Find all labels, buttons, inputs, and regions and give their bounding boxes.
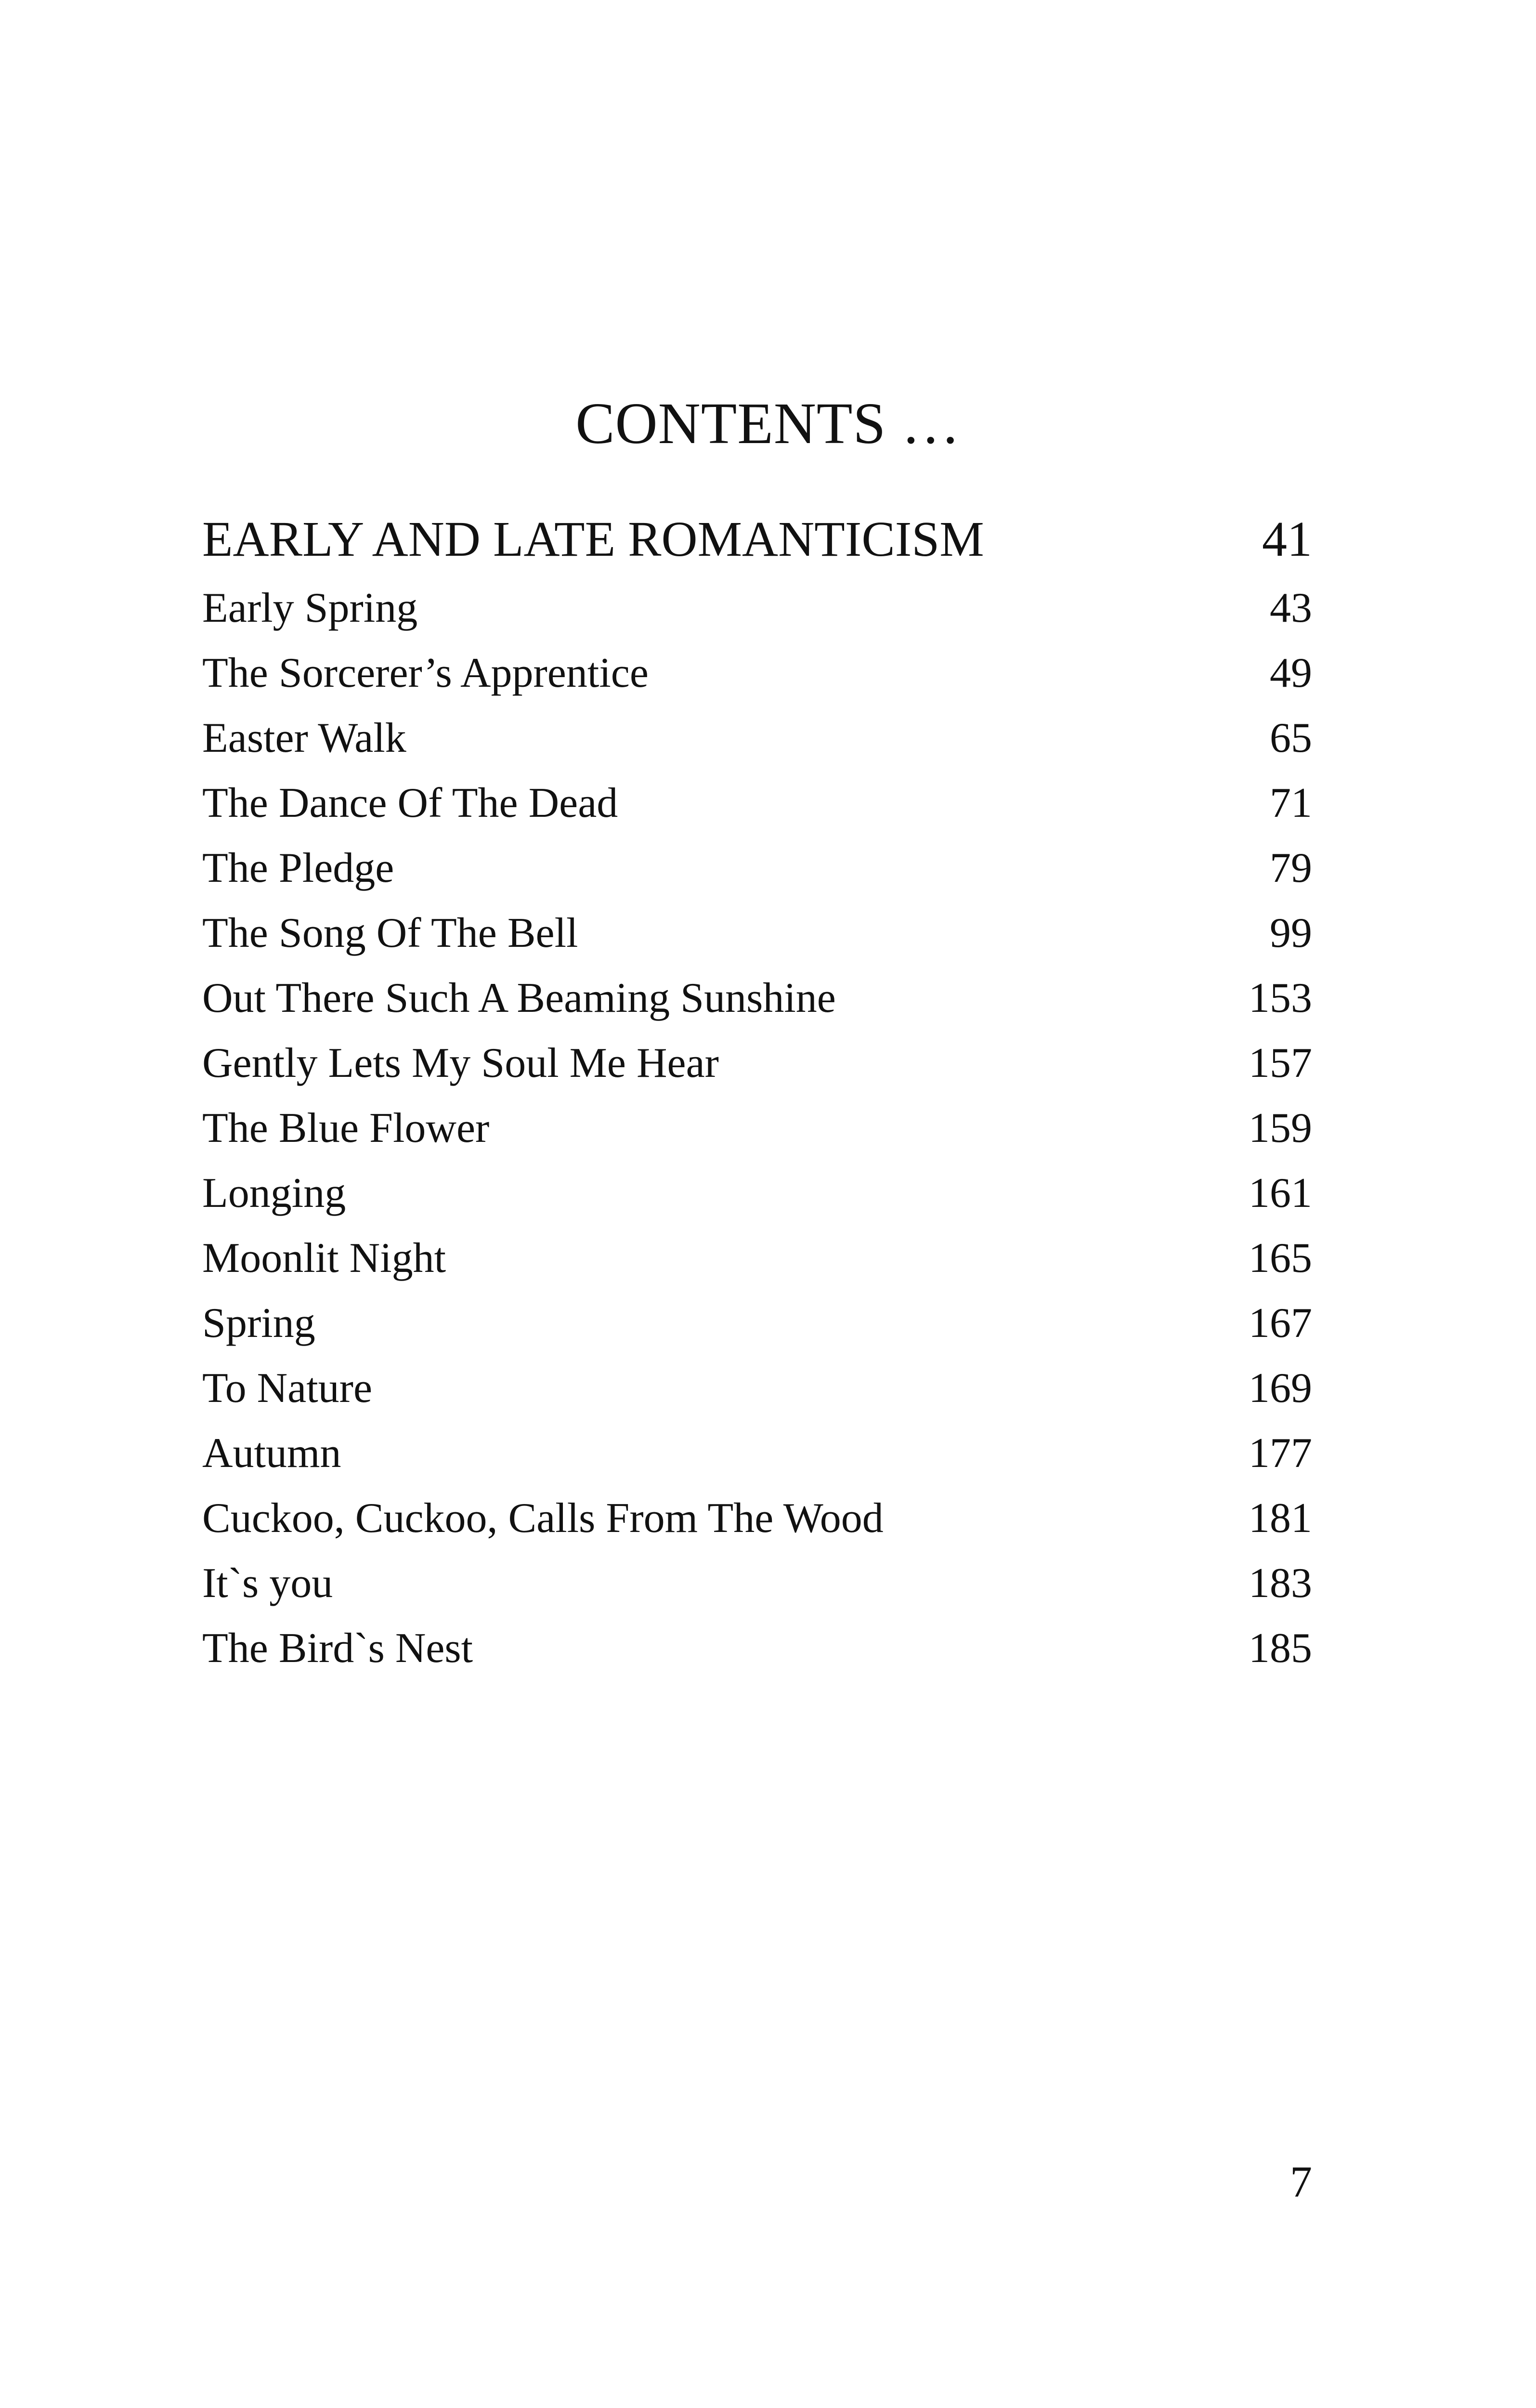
toc-entry[interactable]	[202, 1291, 1312, 1356]
toc-entry-page: 183	[1249, 1560, 1312, 1607]
toc-entry-label: Moonlit Night	[202, 1235, 446, 1282]
toc-entry-label: Spring	[202, 1300, 315, 1347]
toc-entry[interactable]	[202, 966, 1312, 1031]
toc-entry-label: It`s you	[202, 1560, 333, 1607]
toc-entry-page: 167	[1249, 1300, 1312, 1347]
toc-entry-label: Longing	[202, 1170, 346, 1217]
toc-entry-label: The Dance Of The Dead	[202, 780, 618, 826]
toc-entry[interactable]	[202, 706, 1312, 771]
page-number: 7	[1290, 2157, 1312, 2206]
toc-entry-label: The Sorcerer’s Apprentice	[202, 650, 649, 696]
toc-entry-label: The Blue Flower	[202, 1105, 490, 1152]
toc-entry[interactable]	[202, 901, 1312, 966]
toc-entry-page: 181	[1249, 1495, 1312, 1542]
toc-entry[interactable]	[202, 1031, 1312, 1096]
toc-entry-page: 99	[1270, 910, 1312, 956]
toc-entry-page: 65	[1270, 715, 1312, 761]
toc-entry-page: 177	[1249, 1430, 1312, 1477]
toc-entry-label: The Bird`s Nest	[202, 1625, 473, 1672]
toc-entry[interactable]	[202, 1616, 1312, 1681]
toc-entry-page: 159	[1249, 1105, 1312, 1152]
toc-section-label: EARLY AND LATE ROMANTICISM	[202, 511, 984, 567]
toc-entry-page: 43	[1270, 585, 1312, 631]
toc-entry-label: Easter Walk	[202, 715, 406, 761]
toc-entry-page: 169	[1249, 1365, 1312, 1412]
toc-entry[interactable]	[202, 576, 1312, 641]
toc-entry[interactable]	[202, 1226, 1312, 1291]
toc-entry[interactable]	[202, 771, 1312, 836]
toc-entry-page: 79	[1270, 845, 1312, 891]
toc-section-heading[interactable]	[202, 503, 1312, 576]
toc-entry-page: 71	[1270, 780, 1312, 826]
toc-entry-page: 161	[1249, 1170, 1312, 1217]
toc-entry[interactable]	[202, 1356, 1312, 1421]
table-of-contents	[202, 503, 1312, 1681]
toc-entry-page: 153	[1249, 975, 1312, 1021]
toc-section-page: 41	[1262, 511, 1312, 567]
toc-entry-page: 185	[1249, 1625, 1312, 1672]
toc-entry-label: The Pledge	[202, 845, 394, 891]
toc-entry-page: 49	[1270, 650, 1312, 696]
toc-entry[interactable]	[202, 836, 1312, 901]
toc-entry-page: 165	[1249, 1235, 1312, 1282]
page-title: CONTENTS …	[575, 391, 961, 456]
toc-entry-label: Out There Such A Beaming Sunshine	[202, 975, 836, 1021]
toc-entry-label: Cuckoo, Cuckoo, Calls From The Wood	[202, 1495, 884, 1542]
toc-entry[interactable]	[202, 641, 1312, 706]
toc-entry[interactable]	[202, 1421, 1312, 1486]
toc-entry-label: Autumn	[202, 1430, 341, 1477]
toc-entry[interactable]	[202, 1096, 1312, 1161]
toc-entry-label: To Nature	[202, 1365, 373, 1412]
toc-entry-label: The Song Of The Bell	[202, 910, 578, 956]
toc-entry-page: 157	[1249, 1040, 1312, 1086]
toc-entry-label: Gently Lets My Soul Me Hear	[202, 1040, 719, 1086]
toc-entry[interactable]	[202, 1486, 1312, 1551]
toc-entry[interactable]	[202, 1551, 1312, 1616]
toc-entry[interactable]	[202, 1161, 1312, 1226]
toc-entry-label: Early Spring	[202, 585, 418, 631]
